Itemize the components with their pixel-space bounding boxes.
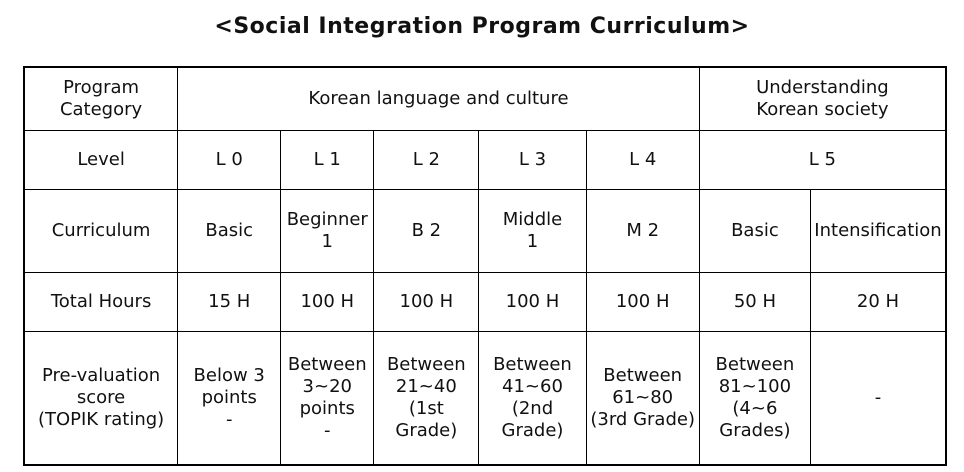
- curriculum-table: [23, 66, 947, 466]
- hours-cell: 50 H: [699, 273, 810, 332]
- category-korean-language: Korean language and culture: [178, 67, 700, 131]
- prevaluation-cell: Between 41~60 (2nd Grade): [479, 332, 586, 466]
- curriculum-cell: Beginner 1: [281, 190, 374, 273]
- prevaluation-cell: Below 3 points -: [178, 332, 281, 466]
- hours-cell: 100 H: [281, 273, 374, 332]
- level-cell: L 0: [178, 131, 281, 190]
- row-header-prevaluation: Pre-valuation score (TOPIK rating): [24, 332, 178, 466]
- table-row: [24, 190, 946, 273]
- level-cell: L 5: [699, 131, 946, 190]
- curriculum-cell: M 2: [586, 190, 699, 273]
- level-cell: L 4: [586, 131, 699, 190]
- table-row: [24, 332, 946, 466]
- prevaluation-cell: Between 61~80 (3rd Grade): [586, 332, 699, 466]
- curriculum-cell: Basic: [699, 190, 810, 273]
- curriculum-cell: B 2: [374, 190, 479, 273]
- row-header-level: Level: [24, 131, 178, 190]
- table-row: [24, 131, 946, 190]
- level-cell: L 3: [479, 131, 586, 190]
- hours-cell: 100 H: [586, 273, 699, 332]
- prevaluation-cell: -: [811, 332, 947, 466]
- level-cell: L 1: [281, 131, 374, 190]
- row-header-category: Program Category: [24, 67, 178, 131]
- table-row: [24, 67, 946, 131]
- curriculum-cell: Middle 1: [479, 190, 586, 273]
- curriculum-cell: Intensification: [811, 190, 947, 273]
- prevaluation-cell: Between 21~40 (1st Grade): [374, 332, 479, 466]
- hours-cell: 100 H: [479, 273, 586, 332]
- page-title: <Social Integration Program Curriculum>: [214, 14, 750, 39]
- category-korean-society: Understanding Korean society: [699, 67, 946, 131]
- level-cell: L 2: [374, 131, 479, 190]
- hours-cell: 20 H: [811, 273, 947, 332]
- table-row: [24, 273, 946, 332]
- curriculum-cell: Basic: [178, 190, 281, 273]
- hours-cell: 100 H: [374, 273, 479, 332]
- hours-cell: 15 H: [178, 273, 281, 332]
- prevaluation-cell: Between 3~20 points -: [281, 332, 374, 466]
- row-header-hours: Total Hours: [24, 273, 178, 332]
- row-header-curriculum: Curriculum: [24, 190, 178, 273]
- prevaluation-cell: Between 81~100 (4~6 Grades): [699, 332, 810, 466]
